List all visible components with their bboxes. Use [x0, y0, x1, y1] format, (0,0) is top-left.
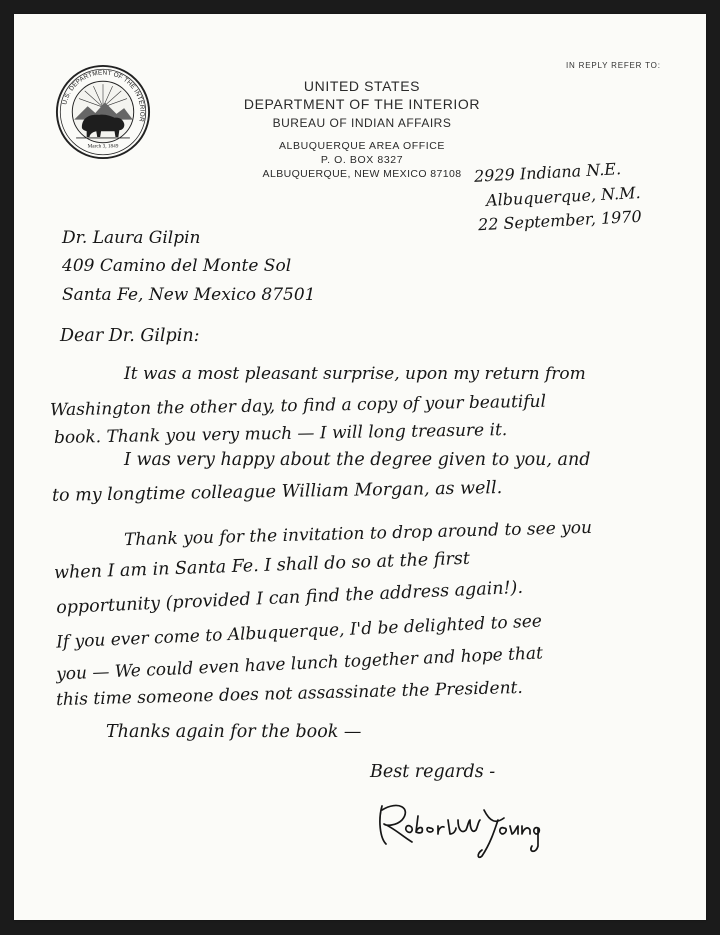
body-line: this time someone does not assassinate the President.: [55, 677, 524, 711]
body-line: book. Thank you very much — I will long treasure it.: [53, 420, 508, 448]
body-line: If you ever come to Albuquerque, I'd be delighted to see: [55, 611, 543, 653]
seal-date: March 3, 1849: [87, 143, 119, 150]
body-line: you — We could even have lunch together and hope that: [55, 643, 544, 685]
letterhead-country: UNITED STATES: [303, 78, 421, 94]
reply-refer-label: IN REPLY REFER TO:: [566, 61, 661, 70]
bison-seal-icon: [55, 64, 151, 160]
body-line: It was a most pleasant surprise, upon my return from: [124, 364, 586, 384]
sender-city: Albuquerque, N.M.: [485, 182, 642, 211]
recipient-city: Santa Fe, New Mexico 87501: [62, 285, 316, 305]
letterhead-office: ALBUQUERQUE AREA OFFICE: [278, 140, 446, 152]
letterhead-po-box: P. O. BOX 8327: [320, 154, 404, 166]
closing: Best regards -: [370, 762, 496, 782]
salutation: Dear Dr. Gilpin:: [60, 326, 200, 346]
seal-ring-text: U.S. DEPARTMENT OF THE INTERIOR: [61, 69, 146, 123]
body-line: Thanks again for the book —: [106, 722, 362, 742]
letterhead-bureau: BUREAU OF INDIAN AFFAIRS: [272, 116, 452, 130]
body-line: Thank you for the invitation to drop around to see you: [123, 517, 593, 551]
letterhead-city: ALBUQUERQUE, NEW MEXICO 87108: [262, 168, 462, 180]
body-line: I was very happy about the degree given to you, and: [124, 450, 591, 470]
sender-street: 2929 Indiana N.E.: [473, 159, 622, 186]
body-line: opportunity (provided I can find the address again!).: [55, 577, 524, 619]
body-line: to my longtime colleague William Morgan, as well.: [51, 478, 503, 506]
letterhead: [212, 78, 512, 181]
recipient-street: 409 Camino del Monte Sol: [62, 256, 292, 276]
letterhead-department: DEPARTMENT OF THE INTERIOR: [243, 96, 481, 112]
body-line: when I am in Santa Fe. I shall do so at the first: [53, 548, 471, 584]
body-line: Washington the other day, to find a copy of your beautiful: [49, 391, 547, 421]
signature: [372, 798, 552, 864]
recipient-name: Dr. Laura Gilpin: [62, 228, 201, 248]
letter-date: 22 September, 1970: [477, 206, 643, 235]
